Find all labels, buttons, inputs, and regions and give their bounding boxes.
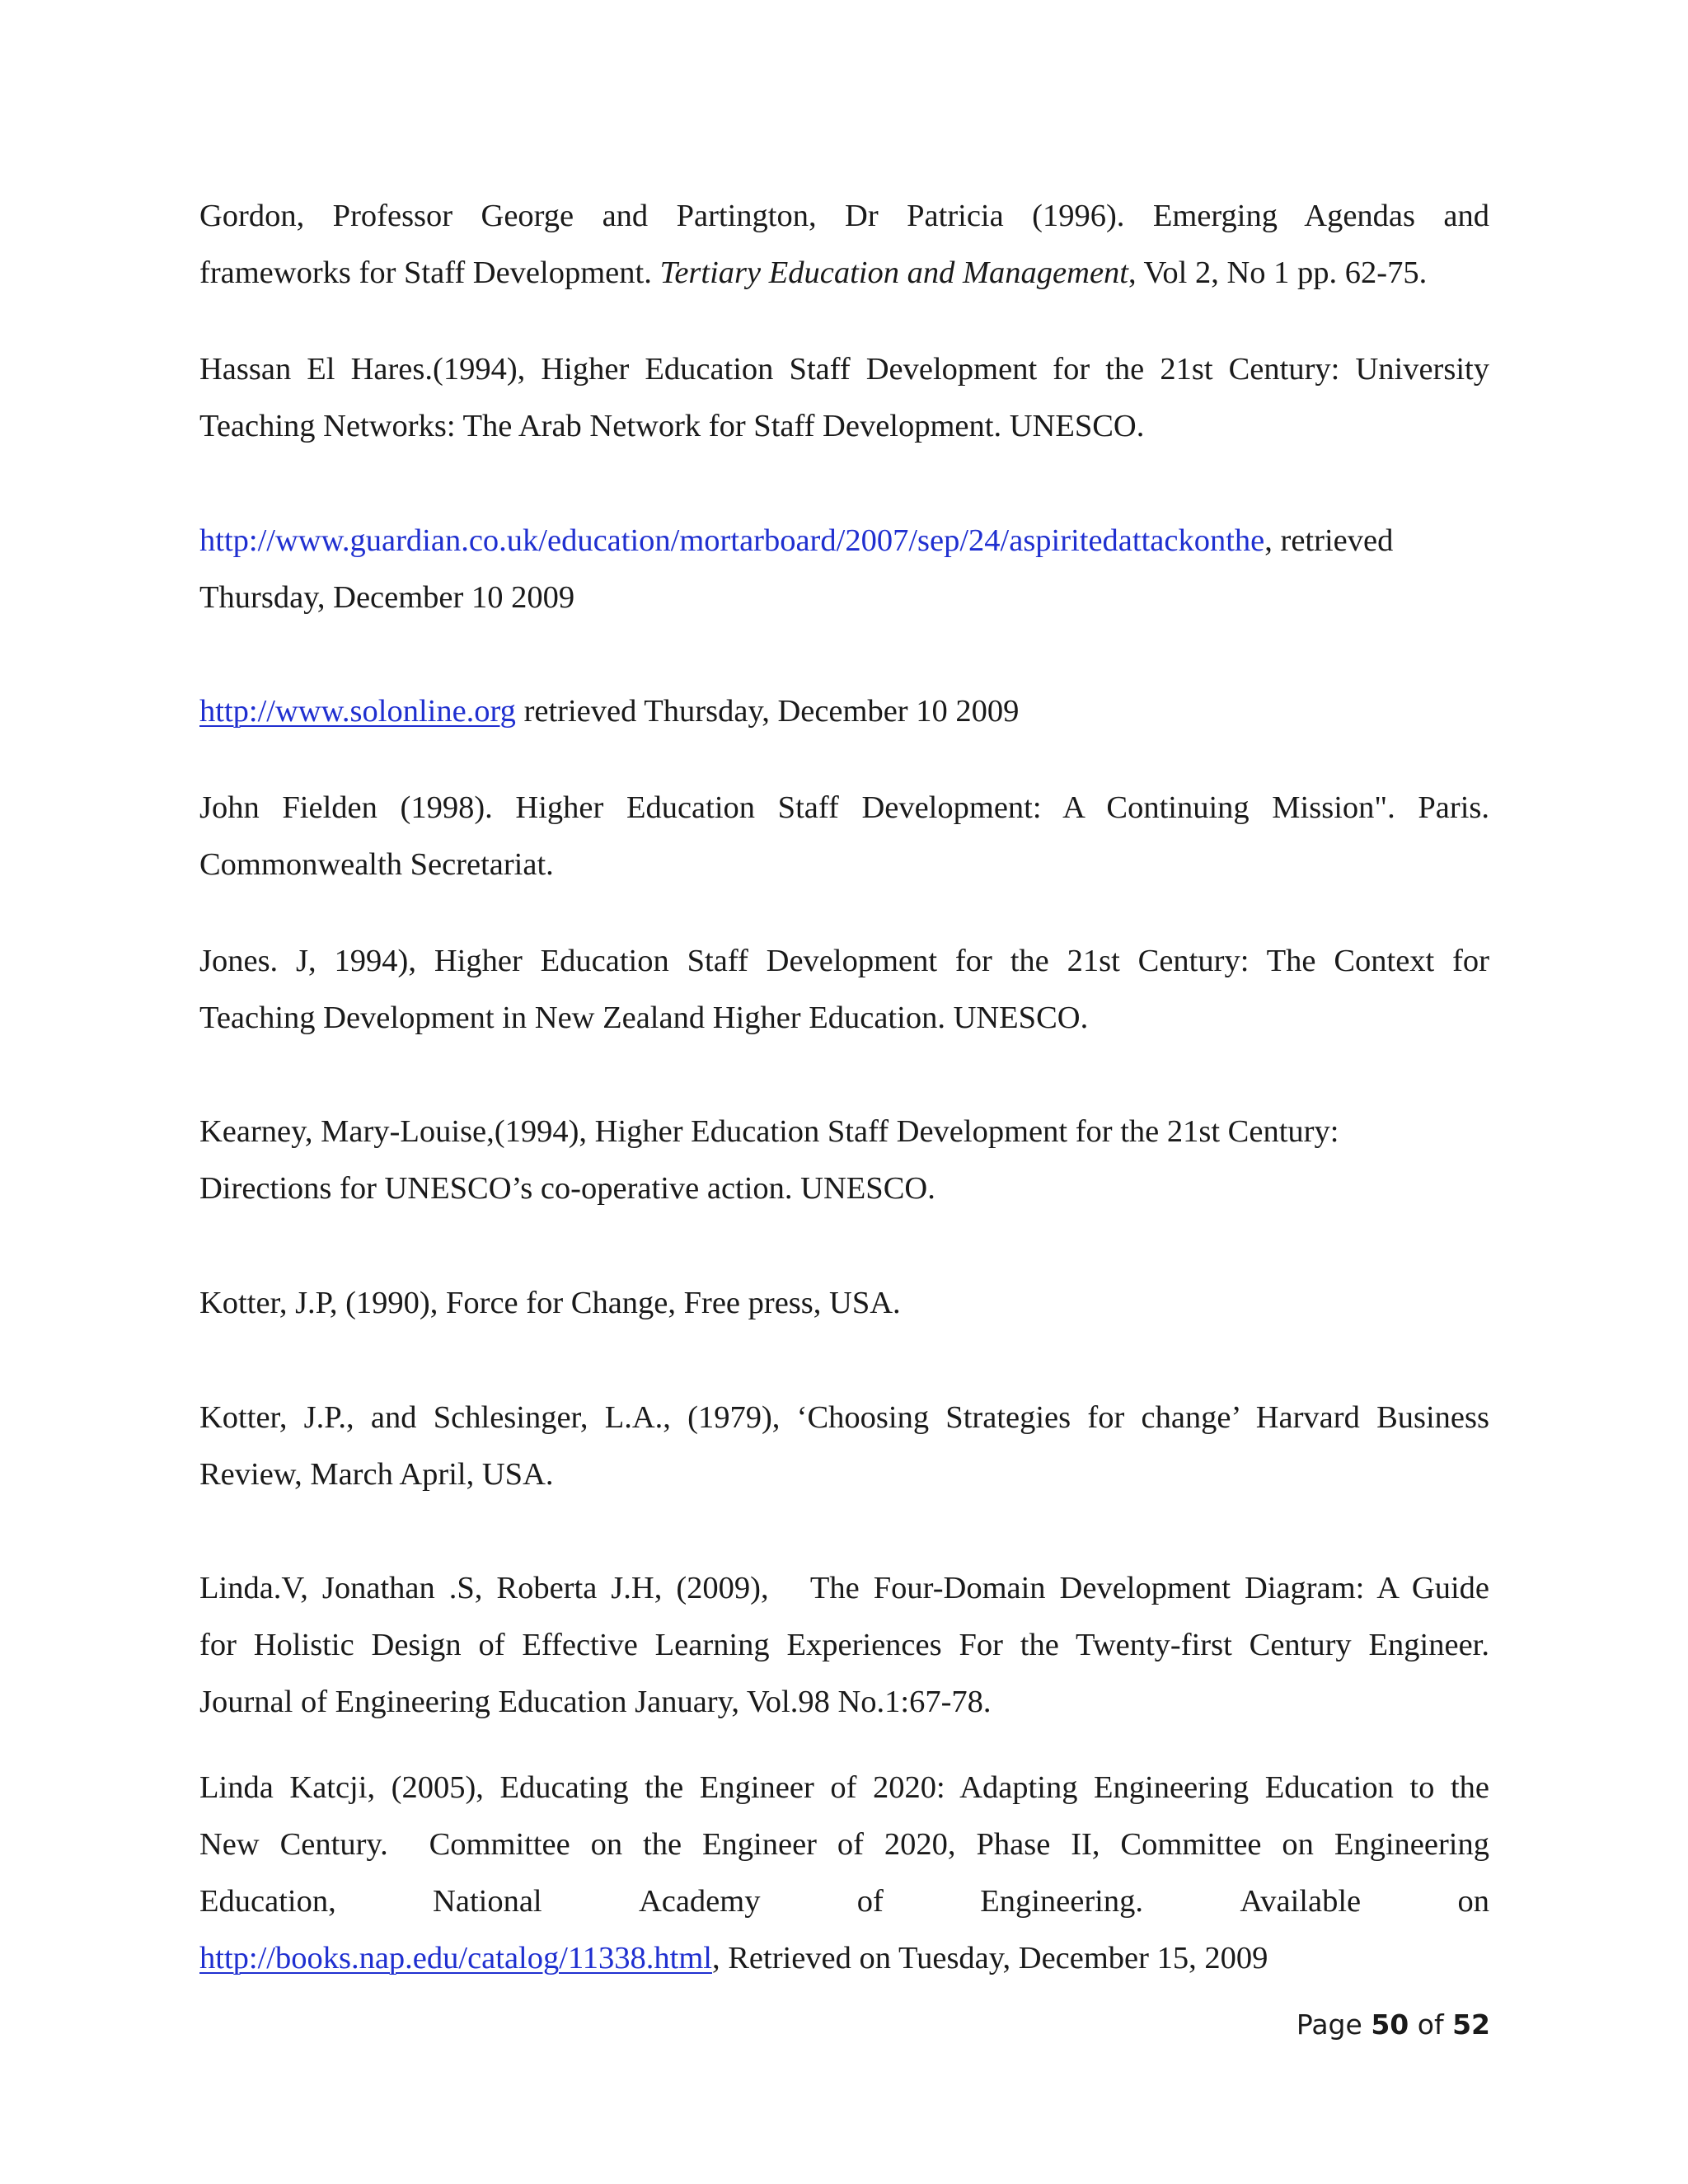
reference-line: Teaching Networks: The Arab Network for Staff Development. UNESCO. [199, 409, 1145, 443]
total-pages: 52 [1452, 2008, 1490, 2041]
nap-books-link[interactable]: http://books.nap.edu/catalog/11338.html [199, 1941, 712, 1975]
reference-text: , Retrieved on Tuesday, December 15, 2009 [711, 1941, 1268, 1975]
reference-line: Journal of Engineering Education January, Vol.98 No.1:67-78. [199, 1685, 992, 1719]
reference-word: National [433, 1884, 542, 1919]
reference-line: Gordon, Professor George and Partington, Dr Patricia (1996). Emerging Agendas and [199, 199, 1489, 233]
reference-line: Directions for UNESCO’s co-operative action. UNESCO. [199, 1171, 935, 1206]
reference-line: Review, March April, USA. [199, 1457, 554, 1492]
reference-text: retrieved Thursday, December 10 2009 [515, 694, 1020, 729]
reference-line [199, 683, 1489, 740]
reference-word: on [1457, 1884, 1489, 1919]
reference-jones [199, 933, 1489, 1047]
reference-text: retrieved [1280, 523, 1394, 558]
reference-line [199, 1930, 1489, 1987]
reference-line: Kotter, J.P., and Schlesinger, L.A., (1979), ‘Choosing Strategies for change’ Harvard Business [199, 1400, 1489, 1435]
reference-text: , Vol 2, No 1 pp. 62-75. [1128, 255, 1428, 290]
reference-linda-katcji [199, 1760, 1489, 1987]
reference-solonline [199, 683, 1489, 740]
reference-line [199, 513, 1489, 569]
reference-text: frameworks for Staff Development. [199, 255, 660, 290]
reference-line: for Holistic Design of Effective Learning Experiences For the Twenty-first Century Engineer. [199, 1628, 1489, 1662]
reference-word: Available [1240, 1884, 1362, 1919]
reference-word: Education, [199, 1884, 336, 1919]
reference-word: Academy [638, 1884, 761, 1919]
reference-line: Jones. J, 1994), Higher Education Staff Development for the 21st Century: The Context for [199, 944, 1489, 978]
reference-text: , [1264, 523, 1273, 558]
page-number: 50 [1371, 2008, 1409, 2041]
reference-guardian [199, 513, 1489, 626]
page-footer [1296, 2008, 1490, 2041]
reference-gordon [199, 188, 1489, 302]
reference-line [199, 1873, 1489, 1930]
reference-line: Linda Katcji, (2005), Educating the Engineer of 2020: Adapting Engineering Education to the [199, 1770, 1489, 1805]
solonline-link[interactable]: http://www.solonline.org [199, 694, 516, 729]
of-label: of [1417, 2008, 1444, 2041]
reference-line: Kotter, J.P, (1990), Force for Change, Free press, USA. [199, 1286, 901, 1320]
reference-hassan [199, 341, 1489, 455]
reference-fielden [199, 780, 1489, 893]
reference-kotter-schlesinger [199, 1390, 1489, 1503]
journal-title: Tertiary Education and Management [659, 255, 1128, 290]
reference-line: Hassan El Hares.(1994), Higher Education Staff Development for the 21st Century: University [199, 352, 1489, 387]
reference-link-wrapper [199, 523, 1273, 558]
reference-line: Commonwealth Secretariat. [199, 847, 554, 882]
reference-word: of [856, 1884, 884, 1919]
page-label: Page [1296, 2008, 1362, 2041]
reference-line: Linda.V, Jonathan .S, Roberta J.H, (2009), The Four-Domain Development Diagram: A Guide [199, 1571, 1489, 1605]
reference-linda-v [199, 1560, 1489, 1731]
reference-line: Teaching Development in New Zealand Higher Education. UNESCO. [199, 1001, 1089, 1035]
reference-word: Engineering. [980, 1884, 1143, 1919]
reference-line: New Century. Committee on the Engineer of 2020, Phase II, Committee on Engineering [199, 1827, 1489, 1862]
reference-kearney [199, 1104, 1489, 1217]
reference-kotter-1990 [199, 1275, 1489, 1332]
reference-line: John Fielden (1998). Higher Education Staff Development: A Continuing Mission". Paris. [199, 790, 1489, 825]
reference-line: Thursday, December 10 2009 [199, 580, 575, 615]
reference-line [199, 245, 1489, 302]
guardian-link[interactable]: http://www.guardian.co.uk/education/mortarboard/2007/sep/24/aspiritedattackonthe [199, 523, 1265, 558]
reference-line: Kearney, Mary-Louise,(1994), Higher Education Staff Development for the 21st Century: [199, 1114, 1339, 1149]
